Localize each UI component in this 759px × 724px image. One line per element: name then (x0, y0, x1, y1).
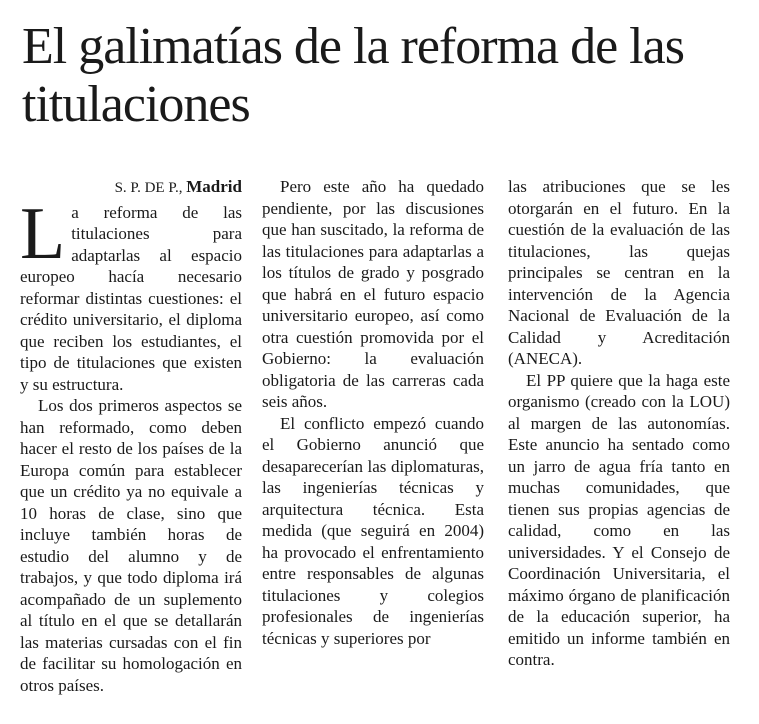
byline-city: Madrid (186, 177, 242, 196)
drop-cap: L (20, 192, 66, 275)
article-column-3 (508, 176, 730, 671)
paragraph: Pero este año ha quedado pendiente, por las discusiones que han suscitado, la reforma de las titulaciones para adaptarlas a los títulos de grado y posgrado que habrá en el futuro espacio universitario europeo, así como otra cuestión promovida por el Gobierno: la evaluación obligatoria de las carreras cada seis años. (262, 177, 484, 411)
article-column-2 (262, 176, 484, 649)
paragraph: Los dos primeros aspectos se han reformado, como deben hacer el resto de los países de la Europa común para establecer que un crédito ya no equivale a 10 horas de clase, sino que incluye también horas de estudio del alumno y de trabajos, y que todo diploma irá acompañado de un suplemento al título en el que se detallarán las materias cursadas con el fin de facilitar su homologación en otros países. (20, 396, 242, 695)
paragraph: las atribuciones que se les otorgarán en el futuro. En la cuestión de la evaluación de las titulaciones, las quejas principales se centran en la intervención de la Agencia Nacional de Evaluación de la Calidad y Acreditación (ANECA). (508, 177, 730, 368)
paragraph: El PP quiere que la haga este organismo (creado con la LOU) al margen de las autonomías. Este anuncio ha sentado como un jarro de agua fría tanto en muchas comunidades, que tienen sus propias agencias de calidad, como en las universidades. Y el Consejo de Coordinación Universitaria, el máximo órgano de planificación de la educación superior, ha emitido un informe también en contra. (508, 370, 730, 669)
paragraph (20, 192, 242, 396)
paragraph-text: a reforma de las titulaciones para adaptarlas al espacio europeo hacía necesario reformar distintas cuestiones: el crédito universitario, el diploma que reciben los estudiantes, el tipo de titulaciones que existen y su estructura. (20, 202, 242, 394)
byline-author: S. P. DE P., (114, 180, 183, 196)
paragraph: El conflicto empezó cuando el Gobierno anunció que desaparecerían las diplomaturas, las ingenierías técnicas y arquitectura técnica. Esta medida (que seguirá en 2004) ha provocado el enfrentamiento entre responsables de algunas titulaciones y colegios profesionales de ingenierías técnicas y superiores por (262, 413, 484, 648)
headline: El galimatías de la reforma de las titulaciones (22, 18, 684, 133)
article-column-1 (20, 176, 242, 696)
